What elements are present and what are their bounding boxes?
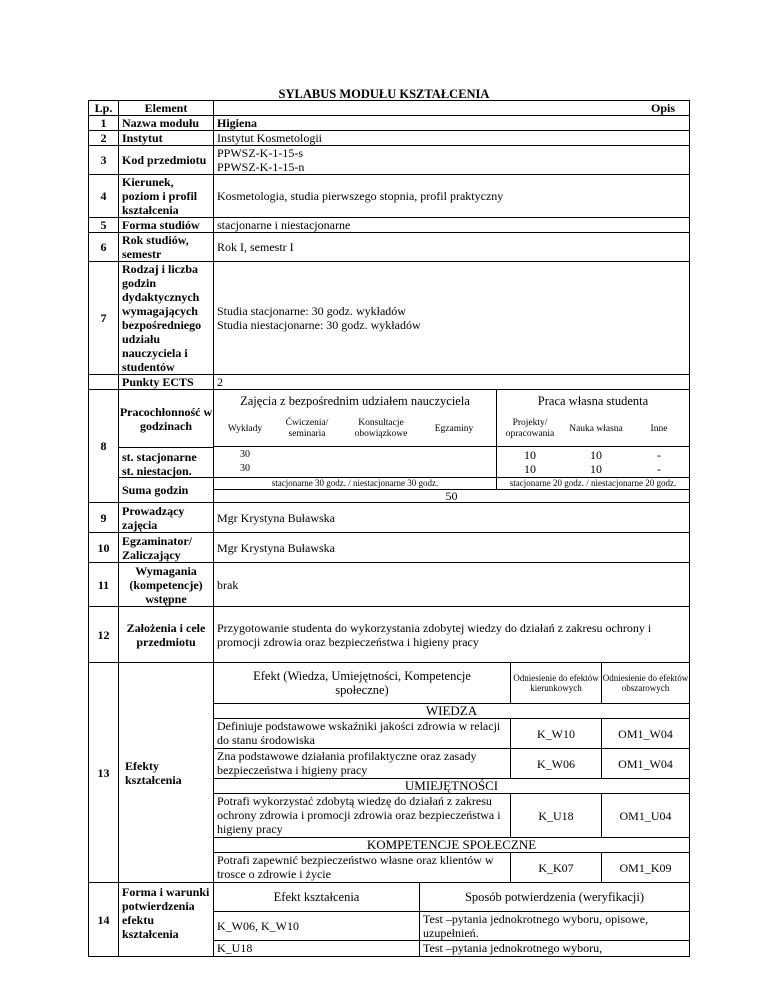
row-lp: 10	[89, 533, 119, 563]
code-line: PPWSZ-K-1-15-n	[217, 160, 305, 174]
verification-effect: K_W06, K_W10	[217, 919, 299, 933]
hours-labels	[119, 390, 214, 503]
row-opis: Mgr Krystyna Buławska	[214, 533, 690, 563]
row-opis: Mgr Krystyna Buławska	[214, 503, 690, 533]
page-title: SYLABUS MODUŁU KSZTAŁCENIA	[278, 87, 490, 101]
row-opis: Kosmetologia, studia pierwszego stopnia, profil praktyczny	[214, 175, 690, 218]
col-cwiczenia: Ćwiczenia/ seminaria	[285, 418, 329, 439]
row-element: Instytut	[119, 131, 214, 146]
nst-projekty: 10	[524, 462, 536, 476]
sum-label: Suma godzin	[119, 477, 213, 501]
hours-grid	[214, 390, 690, 503]
row-element: Prowadzący zajęcia	[119, 503, 214, 533]
row-lp: 13	[89, 663, 119, 883]
row-element: Rok studiów, semestr	[119, 233, 214, 262]
col-egzaminy: Egzaminy	[434, 423, 474, 434]
effect-kier: K_W10	[510, 719, 601, 748]
category-umiejetnosci: UMIEJĘTNOŚCI	[214, 778, 689, 793]
effect-kier: K_U18	[510, 794, 601, 837]
row-opis: Rok I, semestr I	[214, 233, 690, 262]
header-element: Element	[119, 101, 214, 116]
row-element: Założenia i cele przedmiotu	[119, 607, 214, 663]
nst-wyklady: 30	[240, 463, 250, 474]
row-opis: Instytut Kosmetologii	[214, 131, 690, 146]
effects-grid	[214, 663, 690, 883]
row-element: Forma studiów	[119, 218, 214, 233]
hours-line: Studia stacjonarne: 30 godz. wykładów	[217, 304, 406, 318]
hours-label: Pracochłonność w godzinach	[119, 405, 213, 433]
row-lp: 5	[89, 218, 119, 233]
row-opis	[214, 262, 690, 375]
row-opis	[214, 146, 690, 175]
nst-label: st. niestacjon.	[122, 464, 192, 478]
row-opis: Przygotowanie studenta do wykorzystania zdobytej wiedzy do działań z zakresu ochrony i promocji zdrowia oraz bezpieczeństwa i higieny pracy	[214, 607, 690, 663]
header-lp: Lp.	[89, 101, 119, 116]
st-label: st. stacjonarne	[122, 450, 197, 464]
hours-total: 50	[214, 489, 689, 502]
teacher-group-label: Zajęcia z bezpośrednim udziałem nauczyciela	[240, 394, 470, 408]
row-element: Egzaminator/ Zaliczający	[119, 533, 214, 563]
effect-obsz: OM1_K09	[601, 853, 689, 882]
row-element: Nazwa modułu	[119, 116, 214, 131]
row-element: Efekty kształcenia	[119, 663, 214, 883]
row-lp: 7	[89, 262, 119, 375]
verification-effect: K_U18	[217, 941, 253, 955]
effects-head-kier: Odniesienie do efektów kierunkowych	[510, 663, 601, 703]
row-element: Wymagania (kompetencje) wstępne	[119, 563, 214, 607]
effect-text: Potrafi wykorzystać zdobytą wiedzę do działań z zakresu ochrony zdrowia i promocji zdrowia oraz bezpieczeństwa i higieny pracy	[217, 794, 501, 836]
syllabus-table	[88, 100, 690, 957]
row-lp: 12	[89, 607, 119, 663]
row-element: Rodzaj i liczba godzin dydaktycznych wymagających bezpośredniego udziału nauczyciela i studentów	[119, 262, 214, 375]
row-lp: 14	[89, 883, 119, 957]
teacher-summary: stacjonarne 30 godz. / niestacjonarne 30 godz.	[214, 478, 497, 489]
own-summary: stacjonarne 20 godz. / niestacjonarne 20 godz.	[509, 478, 677, 488]
effects-head: Efekt (Wiedza, Umiejętności, Kompetencje społeczne)	[253, 669, 471, 697]
effect-obsz: OM1_W04	[601, 749, 689, 778]
effect-obsz: OM1_W04	[601, 719, 689, 748]
effect-text: Potrafi zapewnić bezpieczeństwo własne oraz klientów w trosce o zdrowie i życie	[217, 853, 494, 881]
category-kompetencje: KOMPETENCJE SPOŁECZNE	[214, 837, 689, 852]
own-group-label: Praca własna studenta	[537, 394, 649, 408]
effect-kier: K_W06	[510, 749, 601, 778]
col-wyklady: Wykłady	[227, 423, 263, 434]
row-lp: 4	[89, 175, 119, 218]
hours-line: Studia niestacjonarne: 30 godz. wykładów	[217, 318, 421, 332]
st-wyklady: 30	[240, 449, 250, 460]
row-lp: 6	[89, 233, 119, 262]
col-projekty: Projekty/ opracowania	[505, 418, 555, 439]
nst-inne: -	[657, 462, 661, 476]
row-lp: 11	[89, 563, 119, 607]
row-element: Punkty ECTS	[119, 375, 214, 390]
col-konsultacje: Konsultacje obowiązkowe	[354, 418, 408, 439]
effect-kier: K_K07	[510, 853, 601, 882]
effect-text: Zna podstawowe działania profilaktyczne oraz zasady bezpieczeństwa i higieny pracy	[217, 749, 477, 777]
row-element: Kod przedmiotu	[119, 146, 214, 175]
st-nauka: 10	[590, 448, 602, 462]
row-opis: stacjonarne i niestacjonarne	[214, 218, 690, 233]
row-lp: 9	[89, 503, 119, 533]
verification-method: Test –pytania jednokrotnego wyboru,	[419, 941, 689, 956]
col-nauka: Nauka własna	[569, 423, 623, 434]
code-line: PPWSZ-K-1-15-s	[217, 146, 303, 160]
effect-text: Definiuje podstawowe wskaźniki jakości zdrowia w relacji do stanu środowiska	[217, 719, 501, 747]
row-lp	[89, 375, 119, 390]
header-opis: Opis	[214, 101, 690, 116]
category-wiedza: WIEDZA	[214, 703, 689, 718]
row-opis: 2	[214, 375, 690, 390]
row-lp: 2	[89, 131, 119, 146]
verification-head-method: Sposób potwierdzenia (weryfikacji)	[419, 883, 689, 911]
col-inne: Inne	[650, 423, 668, 434]
row-lp: 8	[89, 390, 119, 503]
row-opis: brak	[214, 563, 690, 607]
st-projekty: 10	[524, 448, 536, 462]
row-element: Forma i warunki potwierdzenia efektu kształcenia	[119, 883, 214, 957]
row-opis: Higiena	[214, 116, 690, 131]
verification-method: Test –pytania jednokrotnego wyboru, opisowe, uzupełnień.	[419, 912, 689, 940]
st-inne: -	[657, 448, 661, 462]
effect-obsz: OM1_U04	[601, 794, 689, 837]
row-lp: 3	[89, 146, 119, 175]
nst-nauka: 10	[590, 462, 602, 476]
verification-grid	[214, 883, 690, 957]
effects-head-obsz: Odniesienie do efektów obszarowych	[601, 663, 689, 703]
verification-head-effect: Efekt kształcenia	[273, 890, 360, 904]
row-element: Kierunek, poziom i profil kształcenia	[119, 175, 214, 218]
row-lp: 1	[89, 116, 119, 131]
